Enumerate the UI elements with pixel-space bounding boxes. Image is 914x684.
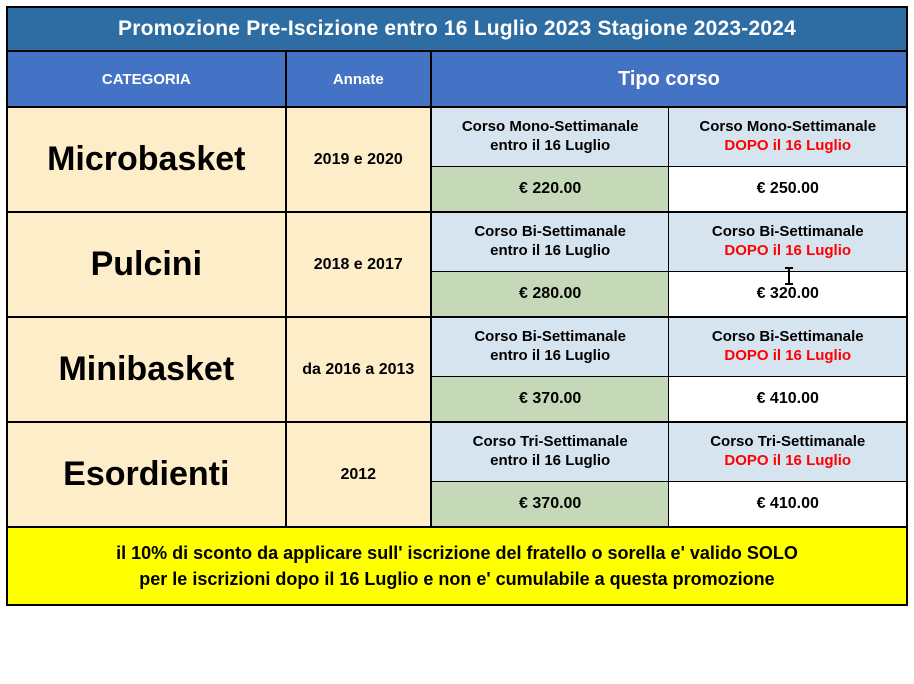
- category-name: Esordienti: [7, 422, 286, 527]
- category-name: Pulcini: [7, 212, 286, 317]
- course-label-early-line2: entro il 16 Luglio: [490, 137, 611, 154]
- price-late: € 320.00: [669, 272, 906, 317]
- price-early: € 280.00: [432, 272, 669, 317]
- category-name: Microbasket: [7, 107, 286, 212]
- course-label-late: [669, 108, 906, 167]
- page-title: Promozione Pre-Iscizione entro 16 Luglio 2023 Stagione 2023-2024: [7, 7, 907, 51]
- course-label-late-line1: Corso Bi-Settimanale: [711, 223, 864, 241]
- course-label-late-line1: Corso Tri-Settimanale: [710, 433, 866, 451]
- promotion-table: [6, 6, 908, 606]
- course-label-late: [669, 423, 906, 482]
- category-name: Minibasket: [7, 317, 286, 422]
- course-options: [431, 107, 907, 212]
- course-label-early-line1: Corso Bi-Settimanale: [474, 223, 627, 241]
- header-annate: Annate: [286, 51, 431, 107]
- header-categoria: CATEGORIA: [7, 51, 286, 107]
- price-early: € 220.00: [432, 167, 669, 212]
- price-late: € 410.00: [669, 482, 906, 527]
- header-tipo-corso: Tipo corso: [431, 51, 907, 107]
- course-label-late: [669, 213, 906, 272]
- discount-note-line1: il 10% di sconto da applicare sull' iscrizione del fratello o sorella e' valido SOLO: [116, 542, 798, 563]
- course-label-late: [669, 318, 906, 377]
- course-label-early: [432, 318, 669, 377]
- category-years: 2012: [286, 422, 431, 527]
- course-label-early: [432, 213, 669, 272]
- course-options: [431, 212, 907, 317]
- text-cursor: [788, 267, 790, 285]
- course-label-early-line1: Corso Bi-Settimanale: [474, 328, 627, 346]
- course-grid: [432, 318, 906, 421]
- table-row: [7, 107, 907, 212]
- discount-note-line2: per le iscrizioni dopo il 16 Luglio e non e' cumulabile a questa promozione: [139, 569, 775, 589]
- note-row: [7, 527, 907, 605]
- table-row: [7, 317, 907, 422]
- course-label-late-line2: DOPO il 16 Luglio: [724, 347, 852, 364]
- course-options: [431, 422, 907, 527]
- course-label-early-line2: entro il 16 Luglio: [490, 347, 611, 364]
- table-row: [7, 212, 907, 317]
- course-label-early-line1: Corso Tri-Settimanale: [472, 433, 628, 451]
- course-label-late-line1: Corso Mono-Settimanale: [699, 118, 877, 136]
- course-label-early-line1: Corso Mono-Settimanale: [461, 118, 639, 136]
- course-grid: [432, 423, 906, 526]
- course-options: [431, 317, 907, 422]
- header-row: [7, 51, 907, 107]
- course-label-early-line2: entro il 16 Luglio: [490, 242, 611, 259]
- price-late: € 410.00: [669, 377, 906, 422]
- category-years: da 2016 a 2013: [286, 317, 431, 422]
- table-row: [7, 422, 907, 527]
- title-row: [7, 7, 907, 51]
- price-early: € 370.00: [432, 482, 669, 527]
- category-years: 2019 e 2020: [286, 107, 431, 212]
- course-grid: [432, 108, 906, 211]
- discount-note: [7, 527, 907, 605]
- price-late: € 250.00: [669, 167, 906, 212]
- price-early: € 370.00: [432, 377, 669, 422]
- course-label-early-line2: entro il 16 Luglio: [490, 452, 611, 469]
- category-years: 2018 e 2017: [286, 212, 431, 317]
- course-grid: [432, 213, 906, 316]
- course-label-late-line1: Corso Bi-Settimanale: [711, 328, 864, 346]
- course-label-late-line2: DOPO il 16 Luglio: [724, 137, 852, 154]
- course-label-early: [432, 108, 669, 167]
- course-label-early: [432, 423, 669, 482]
- course-label-late-line2: DOPO il 16 Luglio: [724, 242, 852, 259]
- course-label-late-line2: DOPO il 16 Luglio: [724, 452, 852, 469]
